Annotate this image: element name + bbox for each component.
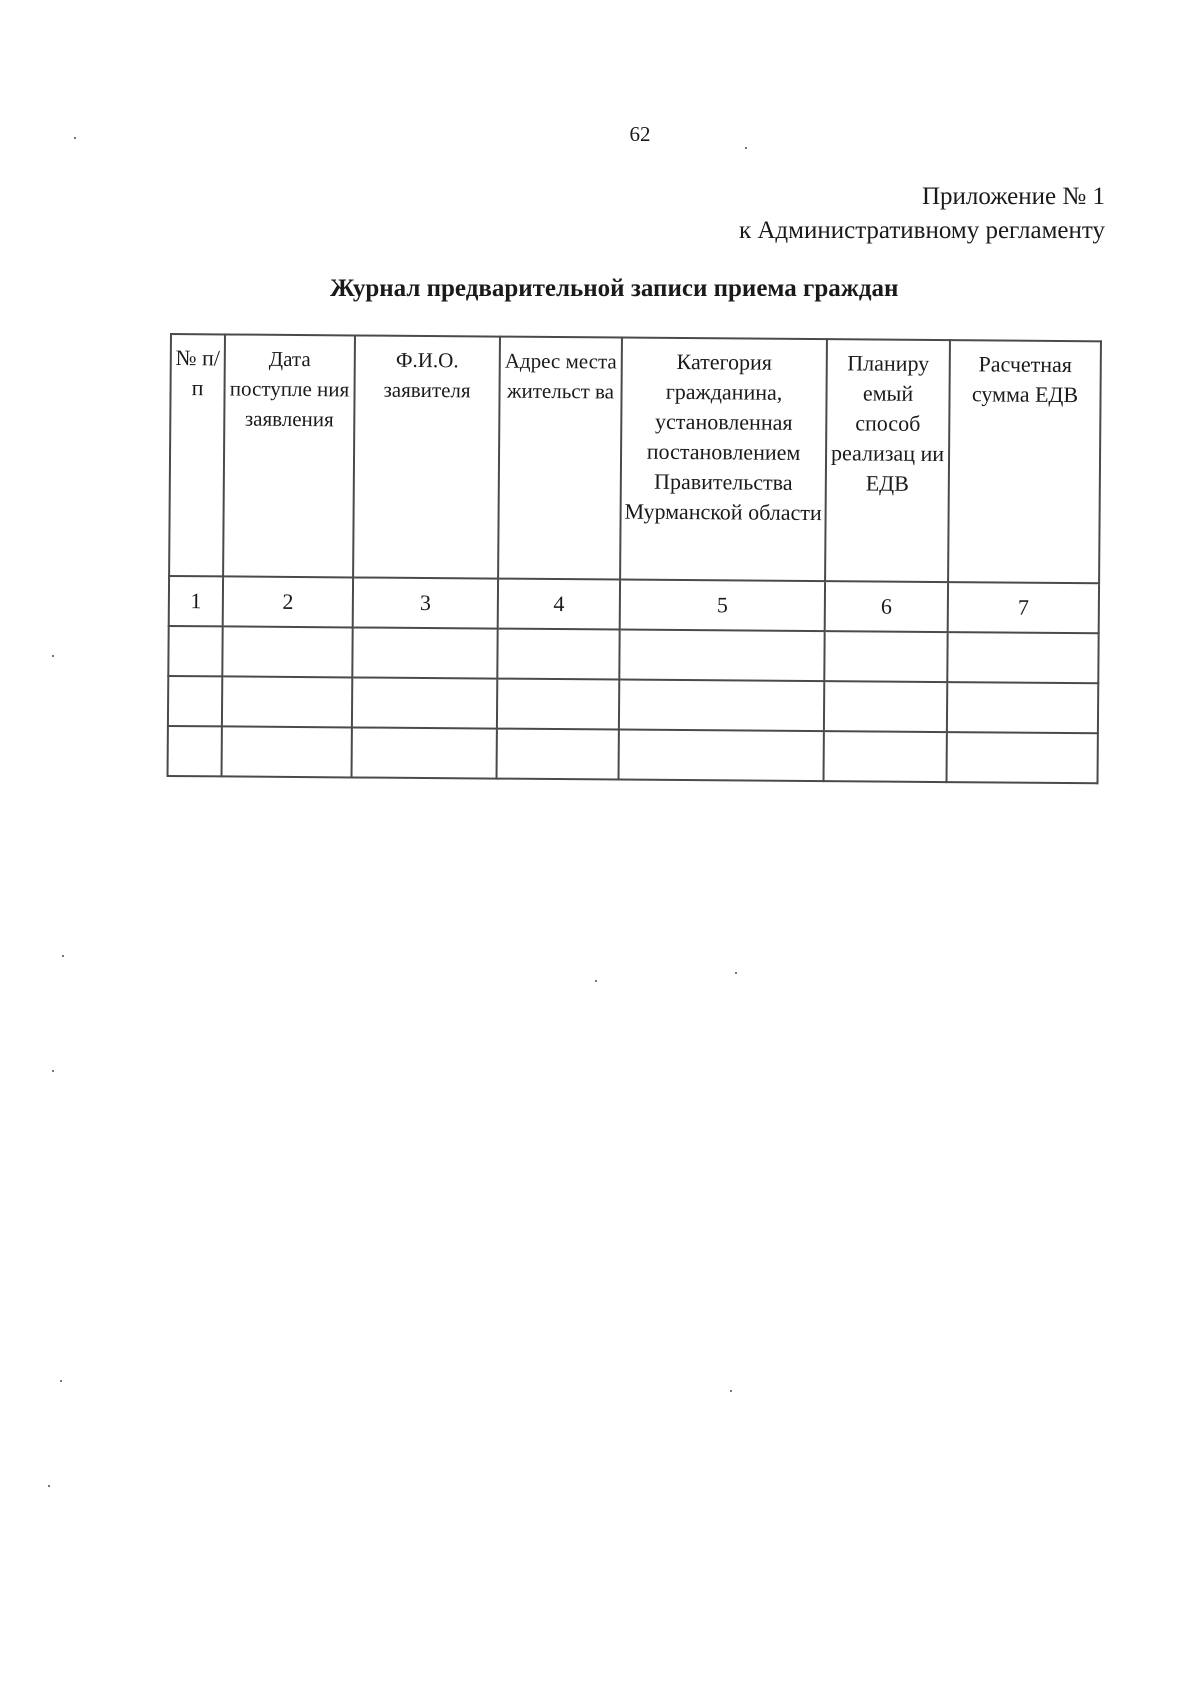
empty-cell: [619, 680, 824, 732]
journal-table: [167, 333, 1102, 784]
empty-cell: [168, 626, 222, 676]
scan-speck: [52, 1070, 54, 1072]
column-number: 6: [825, 581, 948, 632]
column-number: 2: [223, 576, 353, 627]
empty-cell: [352, 677, 497, 728]
empty-cell: [352, 627, 497, 678]
scan-speck: [48, 1485, 50, 1487]
scan-speck: [595, 980, 597, 982]
scan-speck: [745, 147, 747, 149]
header-cell-method: Планиру емый способ реализац ии ЕДВ: [825, 339, 950, 582]
empty-cell: [824, 631, 947, 682]
appendix-note: [739, 180, 1105, 248]
scan-speck: [735, 972, 737, 974]
page-number: 62: [629, 122, 651, 146]
table-row: [168, 676, 1098, 733]
scan-speck: [74, 137, 76, 139]
header-cell-date: Дата поступле ния заявления: [223, 334, 355, 577]
column-number-row: [169, 576, 1099, 633]
header-cell-name: Ф.И.О. заявителя: [353, 335, 500, 578]
table-row: [168, 726, 1098, 783]
column-number: 1: [169, 576, 223, 626]
column-number: 7: [948, 582, 1099, 633]
appendix-line-2: к Административному регламенту: [738, 217, 1105, 244]
appendix-line-1: Приложение № 1: [921, 183, 1105, 210]
scan-speck: [60, 1380, 62, 1382]
empty-cell: [352, 727, 497, 778]
empty-cell: [497, 729, 619, 780]
empty-cell: [222, 726, 352, 777]
column-number: 5: [620, 580, 825, 632]
column-number: 4: [498, 579, 620, 630]
empty-cell: [222, 676, 352, 727]
table-row: [168, 626, 1098, 683]
empty-cell: [947, 632, 1098, 683]
scan-speck: [52, 655, 54, 657]
empty-cell: [497, 679, 619, 730]
header-cell-number: № п/п: [169, 334, 225, 576]
empty-cell: [168, 726, 222, 776]
header-cell-amount: Расчетная сумма ЕДВ: [948, 340, 1101, 583]
table-header-row: [169, 334, 1101, 583]
empty-cell: [497, 629, 619, 680]
scan-speck: [62, 955, 64, 957]
empty-cell: [619, 730, 824, 782]
empty-cell: [824, 681, 947, 732]
empty-cell: [947, 682, 1098, 733]
column-number: 3: [353, 577, 498, 628]
empty-cell: [168, 676, 222, 726]
scan-speck: [730, 1390, 732, 1392]
empty-cell: [222, 626, 352, 677]
header-cell-address: Адрес места жительст ва: [498, 337, 622, 580]
document-title: Журнал предварительной записи приема граждан: [330, 275, 899, 302]
empty-cell: [619, 630, 824, 682]
empty-cell: [946, 732, 1097, 783]
empty-cell: [824, 731, 947, 782]
header-cell-category: Категория гражданина, установленная постановлением Правительства Мурманской области: [620, 338, 827, 582]
